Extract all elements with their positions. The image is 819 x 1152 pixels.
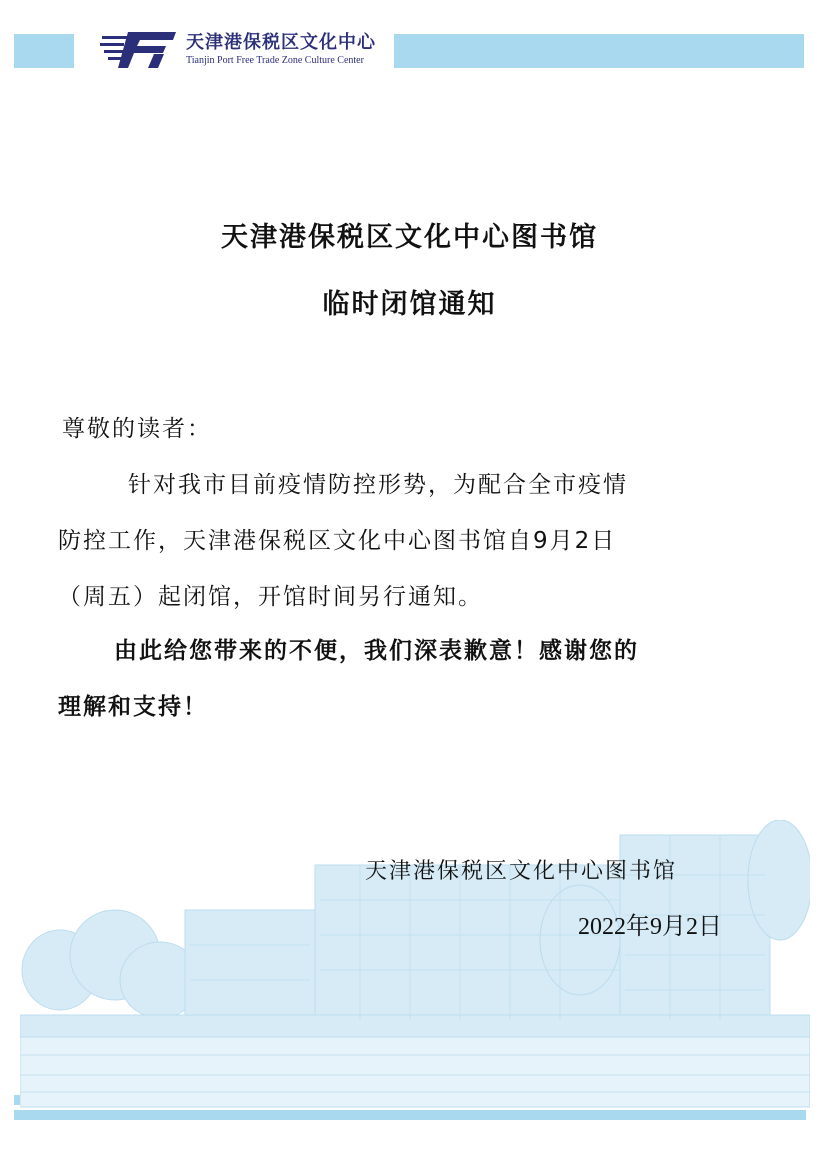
paragraph-1-line-1: 针对我市目前疫情防控形势，为配合全市疫情 — [128, 472, 628, 498]
signature-date: 2022年9月2日 — [578, 914, 722, 940]
footer-bar-bottom — [14, 1110, 806, 1120]
notice-title: 天津港保税区文化中心图书馆 — [221, 222, 598, 253]
header-bar-right — [394, 34, 804, 68]
org-name-cn: 天津港保税区文化中心 — [186, 32, 376, 53]
notice-subtitle: 临时闭馆通知 — [322, 289, 497, 320]
header-bar-left — [14, 34, 74, 68]
paragraph-1-line-2: 防控工作，天津港保税区文化中心图书馆自9月2日 — [58, 528, 617, 554]
salutation: 尊敬的读者： — [62, 416, 212, 442]
signature-organization: 天津港保税区文化中心图书馆 — [365, 859, 678, 884]
paragraph-1-line-3: （周五）起闭馆，开馆时间另行通知。 — [58, 584, 483, 610]
paragraph-2-line-2: 理解和支持！ — [58, 694, 208, 720]
paragraph-2-line-1: 由此给您带来的不便，我们深表歉意！感谢您的 — [114, 638, 639, 664]
org-name-en: Tianjin Port Free Trade Zone Culture Center — [186, 55, 364, 66]
ftz-logo-icon — [100, 24, 180, 70]
